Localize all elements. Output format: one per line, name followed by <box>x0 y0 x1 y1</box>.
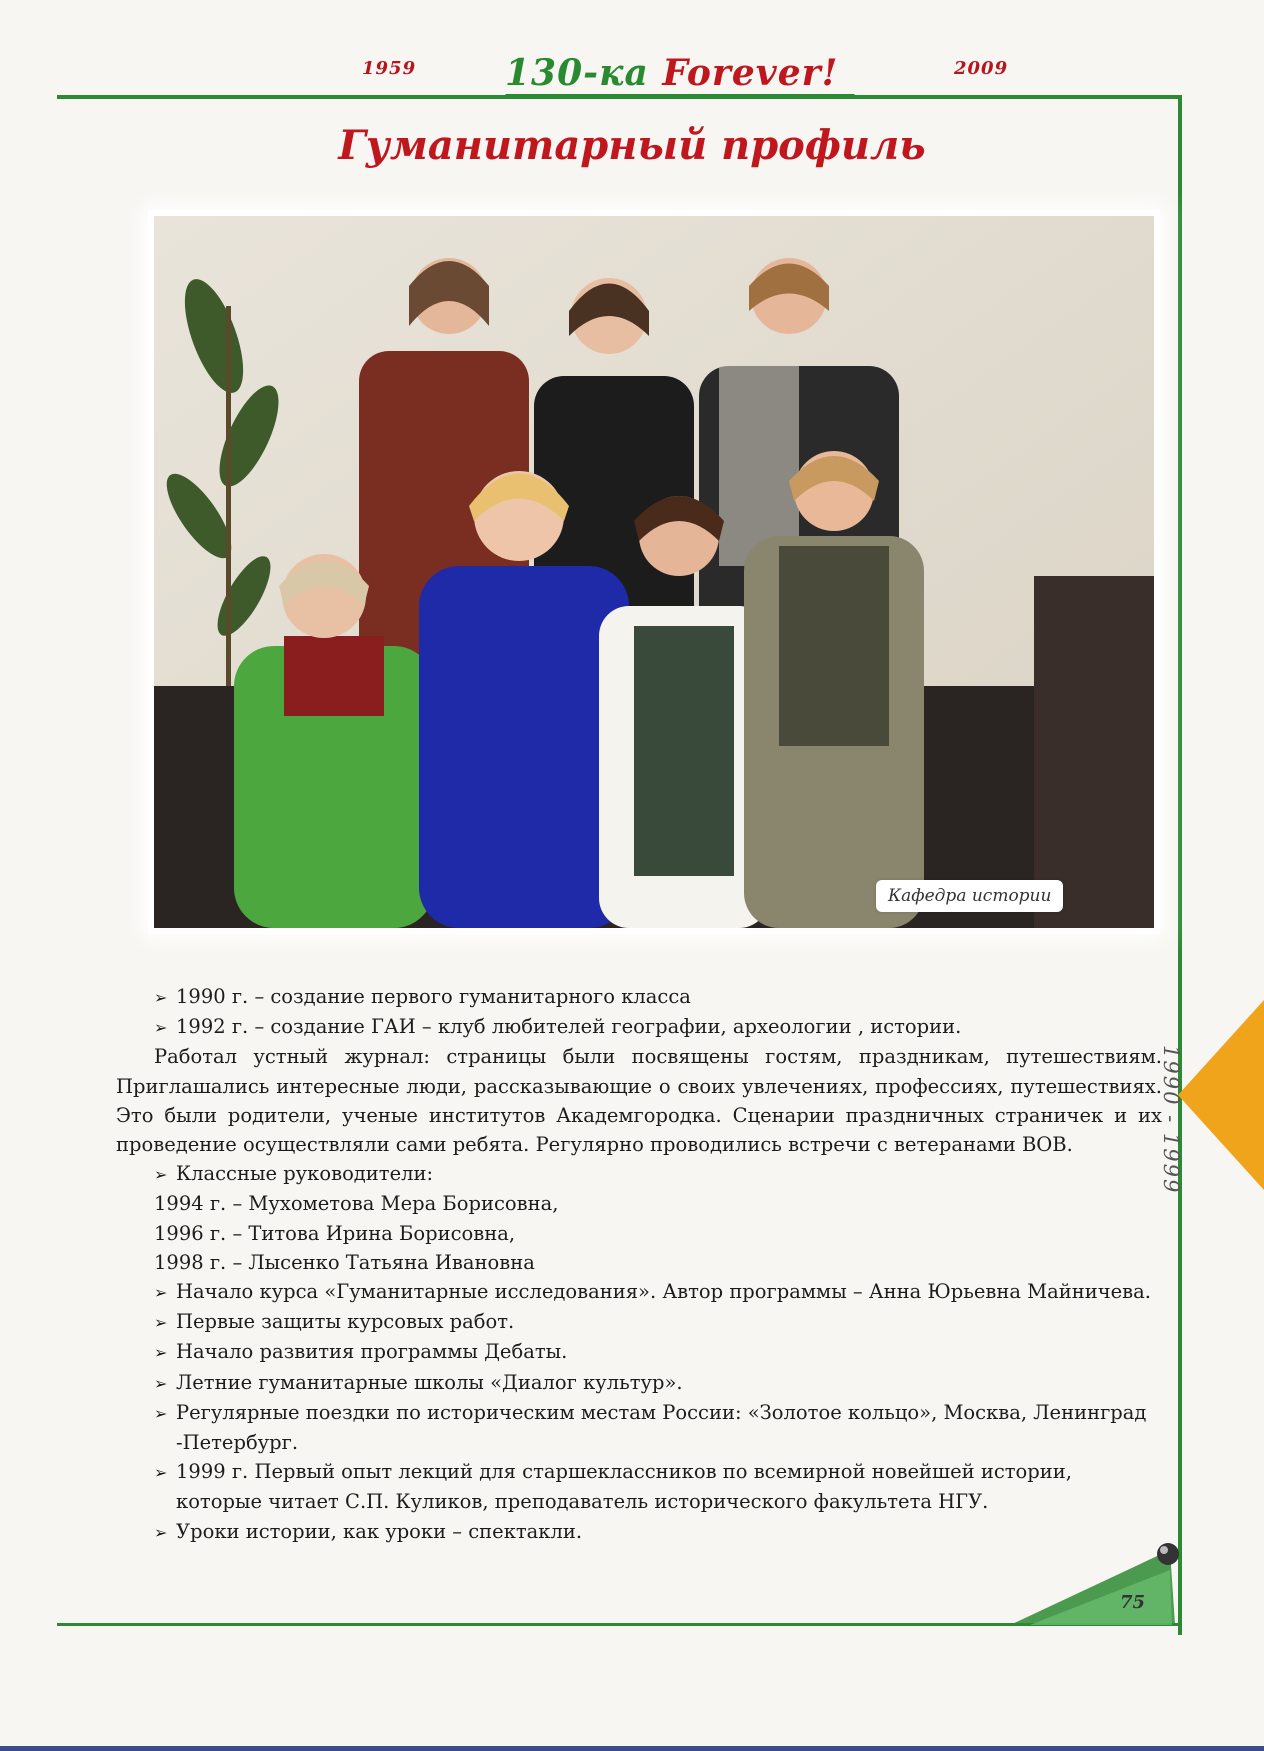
decade-tab-shape <box>1178 1000 1264 1190</box>
frame-top-border <box>57 95 1182 99</box>
group-photo <box>148 210 1160 934</box>
body-paragraph: Работал устный журнал: страницы были посвящены гостям, праздникам, путешествиям. Приглашались интересные люди, рассказывающие о своих увлечениях, профессиях, путешествиях. Это были родители, ученые институтов Академгородка. Сценарии праздничных страничек и их проведение осуществляли сами ребята. Регулярно проводились встречи с ветеранами ВОВ. <box>116 1045 1162 1157</box>
decade-tab-label: 1990 - 1999 <box>1159 1045 1183 1195</box>
list-item: ➢ 1990 г. – создание первого гуманитарного класса <box>116 982 1162 1012</box>
page-corner-decoration <box>1010 1540 1180 1630</box>
list-item: ➢ Начало развития программы Дебаты. <box>116 1337 1162 1367</box>
list-item: ➢ Первые защиты курсовых работ. <box>116 1307 1162 1337</box>
list-item: ➢ Уроки истории, как уроки – спектакли. <box>116 1517 1162 1547</box>
list-item: ➢ Классные руководители: <box>116 1159 1162 1189</box>
list-item: ➢ 1999 г. Первый опыт лекций для старшеклассников по всемирной новейшей истории, которые читает С.П. Куликов, преподаватель исторического факультета НГУ. <box>116 1457 1162 1516</box>
frame-right-border <box>1178 95 1182 1635</box>
teacher-line: 1996 г. – Титова Ирина Борисовна, <box>154 1221 516 1245</box>
page-title: Гуманитарный профиль <box>338 122 926 169</box>
scan-bottom-edge <box>0 1746 1264 1751</box>
header-year-end: 2009 <box>954 58 1009 79</box>
article-body <box>116 982 1162 1547</box>
teacher-line: 1994 г. – Мухометова Мера Борисовна, <box>154 1192 559 1216</box>
list-item: ➢ Летние гуманитарные школы «Диалог культур». <box>116 1368 1162 1398</box>
page-number: 75 <box>1120 1592 1146 1613</box>
list-item: ➢ Регулярные поездки по историческим местам России: «Золотое кольцо», Москва, Ленинград -Петербург. <box>116 1398 1162 1457</box>
logo-number: 130-ка <box>505 52 649 94</box>
group-photo-image <box>154 216 1154 928</box>
logo-word: Forever! <box>662 52 839 94</box>
list-item: ➢ Начало курса «Гуманитарные исследования». Автор программы – Анна Юрьевна Майничева. <box>116 1277 1162 1307</box>
photo-caption: Кафедра истории <box>876 880 1063 912</box>
teacher-line: 1998 г. – Лысенко Татьяна Ивановна <box>154 1250 535 1274</box>
list-item: ➢ 1992 г. – создание ГАИ – клуб любителей географии, археологии , истории. <box>116 1012 1162 1042</box>
header-year-start: 1959 <box>362 58 417 79</box>
